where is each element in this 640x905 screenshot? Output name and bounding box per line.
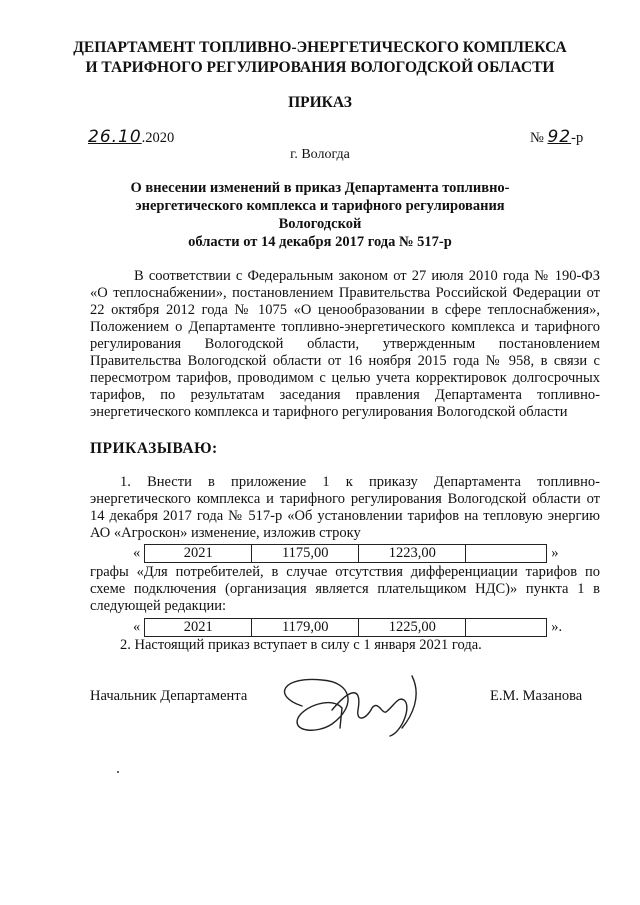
- signatory-name: Е.М. Мазанова: [490, 688, 583, 704]
- department-header: [60, 38, 580, 78]
- old-empty-cell: [466, 544, 547, 562]
- subject-line-3: области от 14 декабря 2017 года № 517-р: [188, 234, 452, 250]
- table-row: [145, 544, 547, 562]
- scan-speck: [117, 771, 119, 773]
- old-tariff-row: [133, 544, 559, 562]
- city: г. Вологда: [290, 147, 350, 162]
- new-year-cell: 2021: [145, 618, 252, 636]
- document-type: ПРИКАЗ: [288, 94, 352, 111]
- item-2-paragraph: 2. Настоящий приказ вступает в силу с 1 января 2021 года.: [120, 637, 482, 653]
- item-1-paragraph: 1. Внести в приложение 1 к приказу Департамента топливно-энергетического комплекса и тарифного регулирования Вологодской области от 14 декабря 2017 года № 517-р «Об установлении тарифов на тепловую энергию АО «Агроскон» изменение, изложив строку: [90, 474, 600, 541]
- old-year-cell: 2021: [145, 544, 252, 562]
- subject-line-1: О внесении изменений в приказ Департамента топливно-: [130, 180, 510, 196]
- handwritten-date: 26.10: [88, 127, 142, 147]
- handwritten-number: 92: [547, 127, 572, 147]
- close-quote: »: [551, 544, 559, 561]
- open-quote: «: [133, 618, 141, 635]
- close-quote: ».: [551, 618, 563, 635]
- old-value-2-cell: 1223,00: [359, 544, 466, 562]
- preamble-paragraph: В соответствии с Федеральным законом от 27 июля 2010 года № 190-ФЗ «О теплоснабжении», постановлением Правительства Российской Федерации от 22 октября 2012 года № 1075 «О ценообразовании в сфере теплоснабжения», Положением о Департаменте топливно-энергетического комплекса и тарифного регулирования Вологодской области, утвержденным постановлением Правительства Вологодской области от 16 ноября 2015 года № 958, в связи с пересмотром тарифов, проводимом с целью учета корректировок долгосрочных тарифов, по результатам заседания правления Департамента топливно-энергетического комплекса и тарифного регулирования Вологодской области: [90, 268, 600, 420]
- signatory-title: Начальник Департамента: [90, 688, 248, 704]
- old-value-1-cell: 1175,00: [252, 544, 359, 562]
- new-tariff-row: [133, 618, 562, 636]
- new-empty-cell: [466, 618, 547, 636]
- subject-line-2: энергетического комплекса и тарифного регулирования Вологодской: [135, 198, 505, 232]
- open-quote: «: [133, 544, 141, 561]
- orders-heading: ПРИКАЗЫВАЮ:: [90, 440, 218, 457]
- department-line-2: И ТАРИФНОГО РЕГУЛИРОВАНИЯ ВОЛОГОДСКОЙ ОБЛАСТИ: [85, 59, 555, 76]
- new-value-1-cell: 1179,00: [252, 618, 359, 636]
- new-value-2-cell: 1225,00: [359, 618, 466, 636]
- old-tariff-table: [144, 544, 547, 563]
- date-year: .2020: [141, 130, 175, 146]
- new-tariff-table: [144, 618, 547, 637]
- order-date: [88, 127, 174, 147]
- table-row: [145, 618, 547, 636]
- order-number: [530, 127, 583, 147]
- department-line-1: ДЕПАРТАМЕНТ ТОПЛИВНО-ЭНЕРГЕТИЧЕСКОГО КОМПЛЕКСА: [73, 39, 567, 56]
- order-subject: [110, 179, 530, 251]
- number-suffix: -р: [571, 130, 584, 146]
- handwritten-signature: [262, 666, 442, 746]
- number-prefix: №: [530, 130, 544, 146]
- item-1-continuation: графы «Для потребителей, в случае отсутствия дифференциации тарифов по схеме подключения (организация является плательщиком НДС)» пункта 1 в следующей редакции:: [90, 564, 600, 614]
